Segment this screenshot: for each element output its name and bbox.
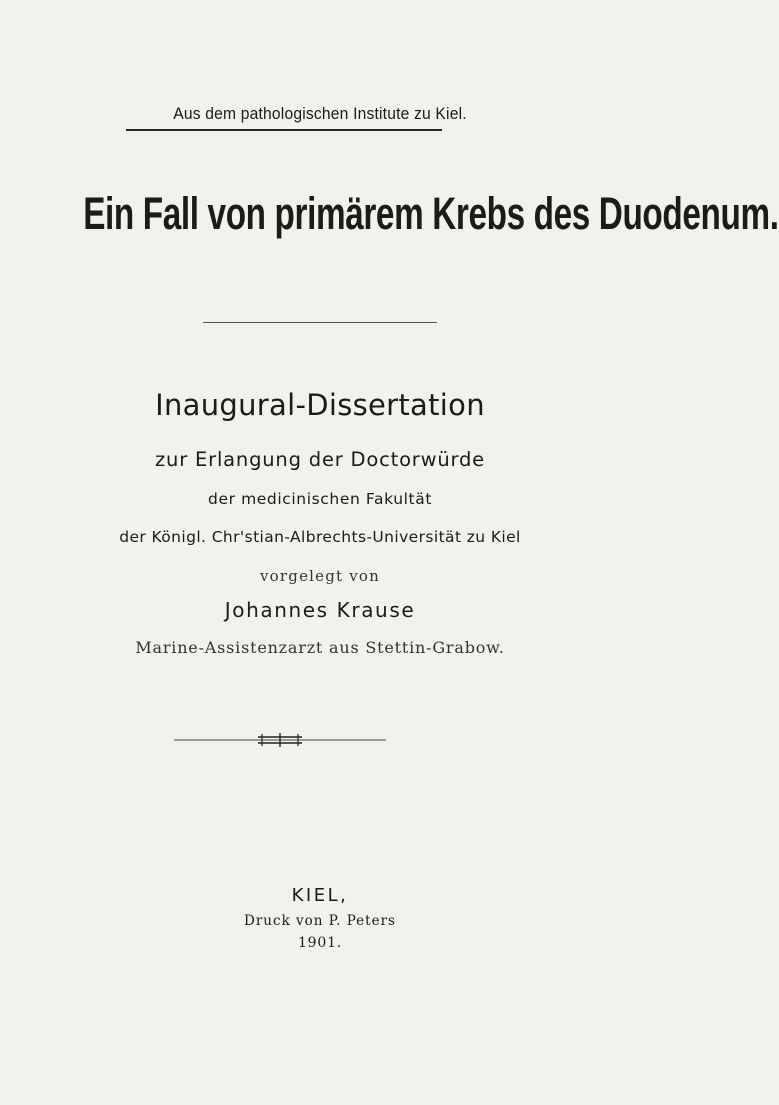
imprint-year: 1901. [297,935,343,951]
dissertation-heading: Inaugural-Dissertation [155,388,485,422]
university-line: der Königl. Chr'stian-Albrechts-Universität zu Kiel [119,528,521,546]
imprint-city: KIEL, [291,885,349,906]
dissertation-title: Ein Fall von primärem Krebs des Duodenum. [83,188,779,239]
presented-by-line: vorgelegt von [260,567,380,585]
institute-rule [126,129,442,131]
purpose-line: zur Erlangung der Doctorwürde [155,448,485,471]
author-affiliation: Marine-Assistenzarzt aus Stettin-Grabow. [135,638,505,657]
author-name: Johannes Krause [224,598,416,622]
institute-line: Aus dem pathologischen Institute zu Kiel. [173,104,467,123]
title-rule [203,322,437,323]
faculty-line: der medicinischen Fakultät [208,490,432,508]
ornament-divider [174,731,386,749]
imprint-printer: Druck von P. Peters [244,913,396,929]
